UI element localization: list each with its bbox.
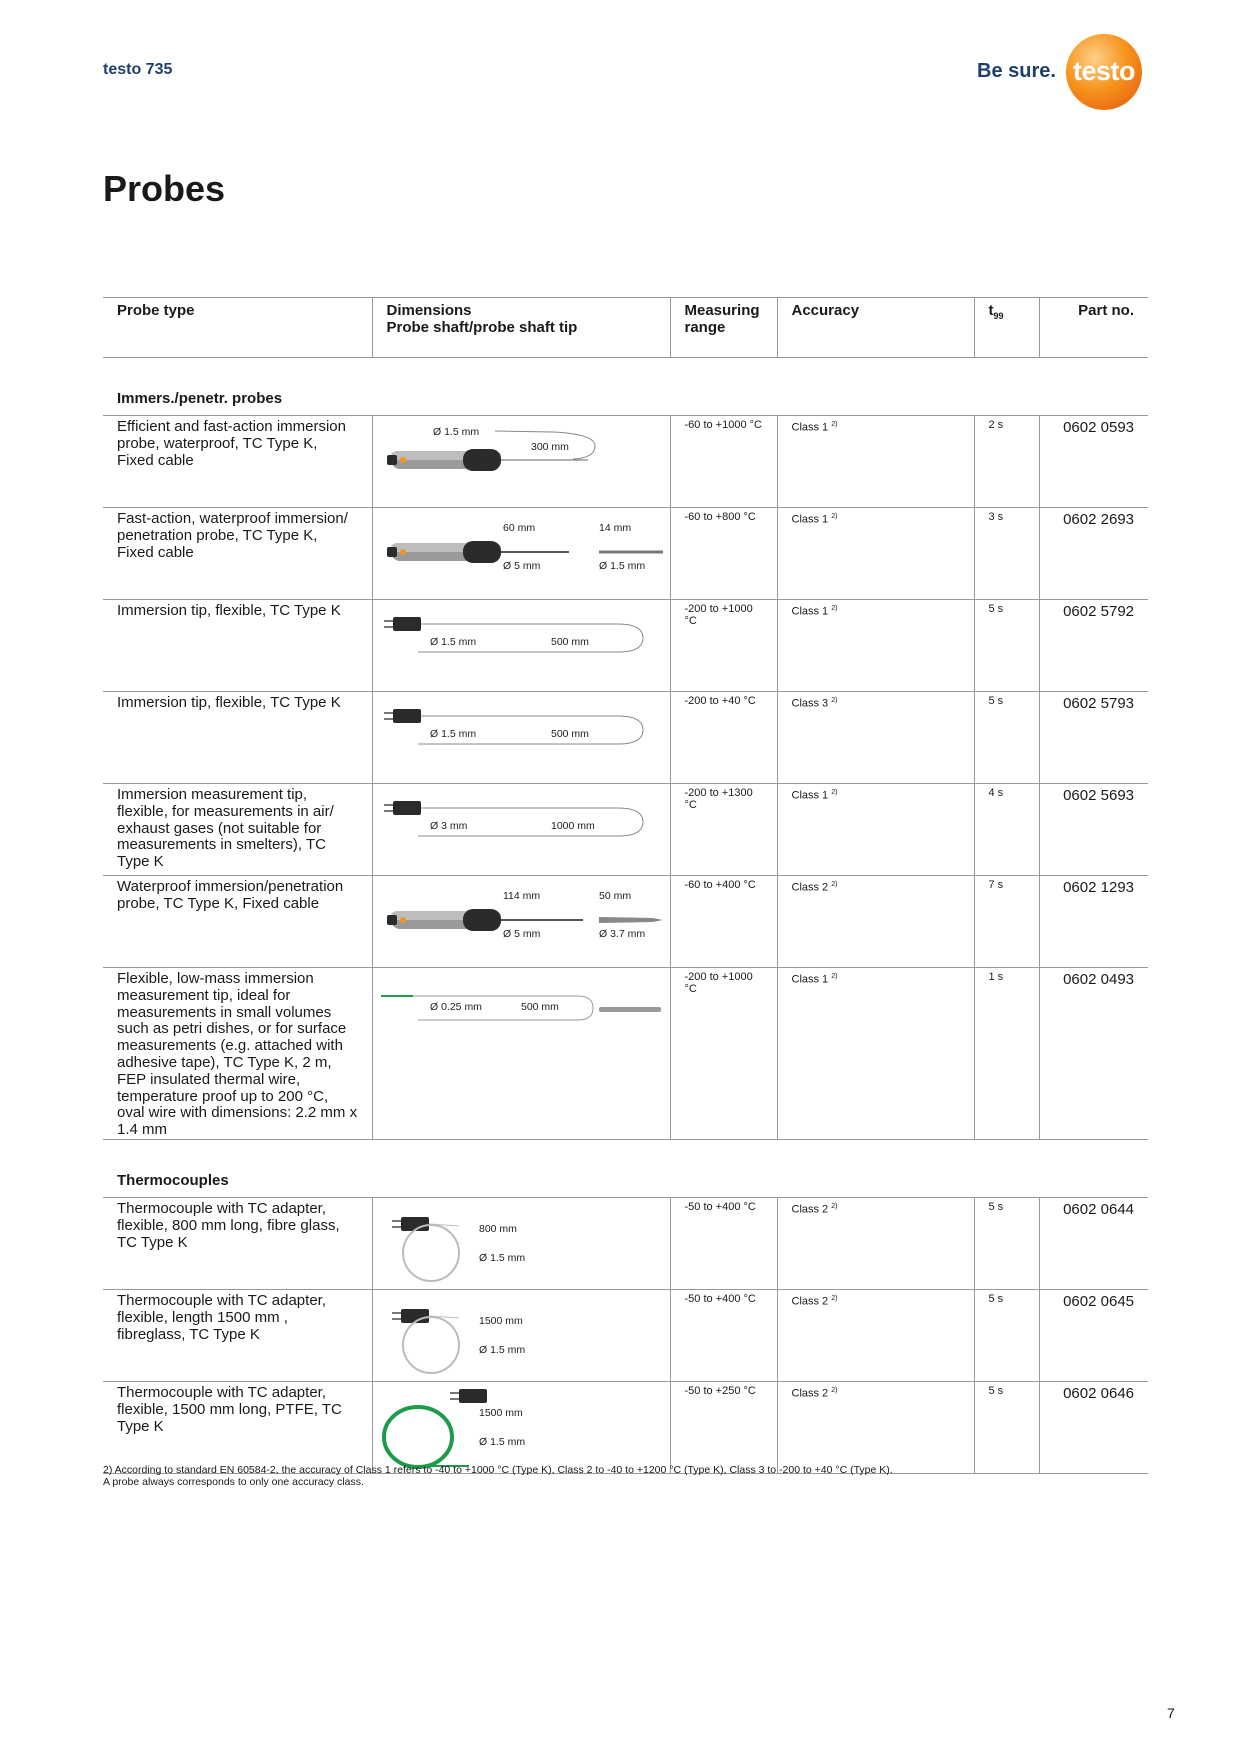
dim-tip-length: 14 mm	[598, 522, 631, 534]
measuring-range: -60 to +1000 °C	[670, 416, 777, 508]
accuracy-class: Class 1 $^{2)}$	[777, 968, 974, 1140]
probe-dimensions	[372, 876, 670, 968]
table-row	[103, 1198, 1148, 1290]
dim-shaft-length: 114 mm	[502, 890, 540, 902]
probe-dimensions	[372, 600, 670, 692]
probe-illustration	[373, 692, 671, 780]
accuracy-class: Class 2 $^{2)}$	[777, 1198, 974, 1290]
measuring-range: -60 to +800 °C	[670, 508, 777, 600]
dim-shaft-length: 60 mm	[502, 522, 535, 534]
probe-description: Thermocouple with TC adapter, flexible, 800 mm long, fibre glass, TC Type K	[103, 1198, 372, 1290]
footnote-line-1: 2) According to standard EN 60584-2, the accuracy of Class 1 refers to -40 to +1000 °C (Type K), Class 2 to -40 to +1200 °C (Type K), Class 3 to -200 to +40 °C (Type K).	[103, 1464, 893, 1476]
product-model: testo 735	[103, 61, 173, 78]
dim-shaft-diameter: Ø 5 mm	[502, 928, 540, 940]
t99-response: 5 s	[974, 1290, 1039, 1382]
header-t99: $t_{99}$	[974, 298, 1039, 358]
table-row	[103, 600, 1148, 692]
measuring-range: -50 to +400 °C	[670, 1290, 777, 1382]
table-row	[103, 784, 1148, 876]
header-dimensions: Dimensions Probe shaft/probe shaft tip	[372, 298, 670, 358]
probe-illustration	[373, 1382, 671, 1470]
part-number: 0602 0593	[1039, 416, 1148, 508]
dim-length: 1500 mm	[478, 1407, 523, 1419]
table-row	[103, 876, 1148, 968]
part-number: 0602 0646	[1039, 1382, 1148, 1474]
part-number: 0602 5693	[1039, 784, 1148, 876]
testo-logo	[1066, 34, 1142, 110]
probe-handle-icon	[387, 909, 501, 931]
part-number: 0602 0493	[1039, 968, 1148, 1140]
probe-illustration	[373, 1198, 671, 1286]
probe-illustration	[373, 784, 671, 872]
probe-illustration	[373, 1290, 671, 1378]
probe-illustration	[373, 416, 671, 504]
dim-length: 500 mm	[550, 636, 589, 648]
accuracy-class: Class 2 $^{2)}$	[777, 876, 974, 968]
tc-connector-icon	[392, 1217, 429, 1231]
table-row	[103, 692, 1148, 784]
probe-dimensions	[372, 508, 670, 600]
measuring-range: -200 to +1000 °C	[670, 600, 777, 692]
t99-response: 5 s	[974, 1382, 1039, 1474]
dim-tip-length: 50 mm	[598, 890, 631, 902]
t99-response: 2 s	[974, 416, 1039, 508]
measuring-range: -50 to +250 °C	[670, 1382, 777, 1474]
dim-diameter: Ø 0.25 mm	[429, 1001, 482, 1013]
page-number: 7	[1167, 1705, 1175, 1721]
probe-description: Immersion tip, flexible, TC Type K	[103, 692, 372, 784]
brand-tagline: Be sure.	[977, 60, 1056, 82]
measuring-range: -200 to +1300 °C	[670, 784, 777, 876]
section-title: Immers./penetr. probes	[103, 358, 372, 416]
dim-diameter: Ø 1.5 mm	[432, 426, 479, 438]
probe-handle-icon	[387, 541, 501, 563]
accuracy-class: Class 2 $^{2)}$	[777, 1382, 974, 1474]
t99-response: 1 s	[974, 968, 1039, 1140]
tc-connector-icon	[392, 1309, 429, 1323]
header-probe-type: Probe type	[103, 298, 372, 358]
dim-diameter: Ø 1.5 mm	[429, 636, 476, 648]
probe-description: Efficient and fast-action immersion probe, waterproof, TC Type K, Fixed cable	[103, 416, 372, 508]
probe-description: Immersion measurement tip, flexible, for measurements in air/ exhaust gases (not suitable for measurements in smelters), TC Type K	[103, 784, 372, 876]
probe-description: Immersion tip, flexible, TC Type K	[103, 600, 372, 692]
footnote-line-2: A probe always corresponds to only one accuracy class.	[103, 1476, 364, 1488]
dim-diameter: Ø 1.5 mm	[478, 1344, 525, 1356]
dim-tip-diameter: Ø 1.5 mm	[598, 560, 645, 572]
part-number: 0602 2693	[1039, 508, 1148, 600]
section-header-row	[103, 1140, 1148, 1198]
t99-response: 5 s	[974, 1198, 1039, 1290]
accuracy-class: Class 2 $^{2)}$	[777, 1290, 974, 1382]
dim-diameter: Ø 1.5 mm	[478, 1436, 525, 1448]
table-row	[103, 416, 1148, 508]
measuring-range: -200 to +40 °C	[670, 692, 777, 784]
part-number: 0602 5793	[1039, 692, 1148, 784]
header-measuring-range: Measuring range	[670, 298, 777, 358]
measuring-range: -200 to +1000 °C	[670, 968, 777, 1140]
table-header-row	[103, 298, 1148, 358]
footnote	[103, 1464, 1153, 1488]
t99-response: 4 s	[974, 784, 1039, 876]
dim-diameter: Ø 3 mm	[429, 820, 467, 832]
probe-dimensions	[372, 416, 670, 508]
part-number: 0602 0645	[1039, 1290, 1148, 1382]
part-number: 0602 1293	[1039, 876, 1148, 968]
accuracy-class: Class 1 $^{2)}$	[777, 416, 974, 508]
probe-description: Waterproof immersion/penetration probe, TC Type K, Fixed cable	[103, 876, 372, 968]
part-number: 0602 0644	[1039, 1198, 1148, 1290]
dim-diameter: Ø 1.5 mm	[478, 1252, 525, 1264]
dim-length: 1000 mm	[550, 820, 595, 832]
dim-length: 1500 mm	[478, 1315, 523, 1327]
section-header-row	[103, 358, 1148, 416]
tc-connector-icon	[450, 1389, 487, 1403]
probe-description: Flexible, low-mass immersion measurement tip, ideal for measurements in small volumes such as petri dishes, or for surface measurements (e.g. attached with adhesive tape), TC Type K, 2 m, FEP insulated thermal wire, temperature proof up to 200 °C, oval wire with dimensions: 2.2 mm x 1.4 mm	[103, 968, 372, 1140]
table-row	[103, 1290, 1148, 1382]
accuracy-class: Class 1 $^{2)}$	[777, 600, 974, 692]
probe-dimensions	[372, 968, 670, 1140]
tc-connector-icon	[384, 617, 421, 631]
page-title: Probes	[103, 168, 226, 209]
dim-length: 500 mm	[520, 1001, 559, 1013]
accuracy-class: Class 3 $^{2)}$	[777, 692, 974, 784]
logo-text: testo	[1072, 56, 1135, 86]
probe-description: Thermocouple with TC adapter, flexible, 1500 mm long, PTFE, TC Type K	[103, 1382, 372, 1474]
measuring-range: -50 to +400 °C	[670, 1198, 777, 1290]
probe-illustration	[373, 508, 671, 596]
tc-connector-icon	[384, 709, 421, 723]
probe-description: Thermocouple with TC adapter, flexible, length 1500 mm , fibreglass, TC Type K	[103, 1290, 372, 1382]
t99-response: 5 s	[974, 600, 1039, 692]
dim-length: 800 mm	[478, 1223, 517, 1235]
measuring-range: -60 to +400 °C	[670, 876, 777, 968]
table-row	[103, 1382, 1148, 1474]
probe-illustration	[373, 600, 671, 688]
dim-shaft-diameter: Ø 5 mm	[502, 560, 540, 572]
probe-dimensions	[372, 1382, 670, 1474]
section-title: Thermocouples	[103, 1140, 372, 1198]
accuracy-class: Class 1 $^{2)}$	[777, 508, 974, 600]
table-row	[103, 968, 1148, 1140]
tc-connector-icon	[384, 801, 421, 815]
part-number: 0602 5792	[1039, 600, 1148, 692]
probe-dimensions	[372, 692, 670, 784]
probes-table	[103, 297, 1148, 1474]
t99-response: 7 s	[974, 876, 1039, 968]
probe-dimensions	[372, 1198, 670, 1290]
t99-response: 3 s	[974, 508, 1039, 600]
dim-length: 300 mm	[530, 441, 569, 453]
accuracy-class: Class 1 $^{2)}$	[777, 784, 974, 876]
probe-illustration	[373, 876, 671, 964]
header-accuracy: Accuracy	[777, 298, 974, 358]
probe-dimensions	[372, 784, 670, 876]
probe-illustration	[373, 968, 671, 1056]
probe-dimensions	[372, 1290, 670, 1382]
t99-response: 5 s	[974, 692, 1039, 784]
table-row	[103, 508, 1148, 600]
probe-handle-icon	[387, 449, 501, 471]
dim-length: 500 mm	[550, 728, 589, 740]
probe-description: Fast-action, waterproof immersion/ penetration probe, TC Type K, Fixed cable	[103, 508, 372, 600]
dim-tip-diameter: Ø 3.7 mm	[598, 928, 645, 940]
dim-diameter: Ø 1.5 mm	[429, 728, 476, 740]
header-part-no: Part no.	[1039, 298, 1148, 358]
